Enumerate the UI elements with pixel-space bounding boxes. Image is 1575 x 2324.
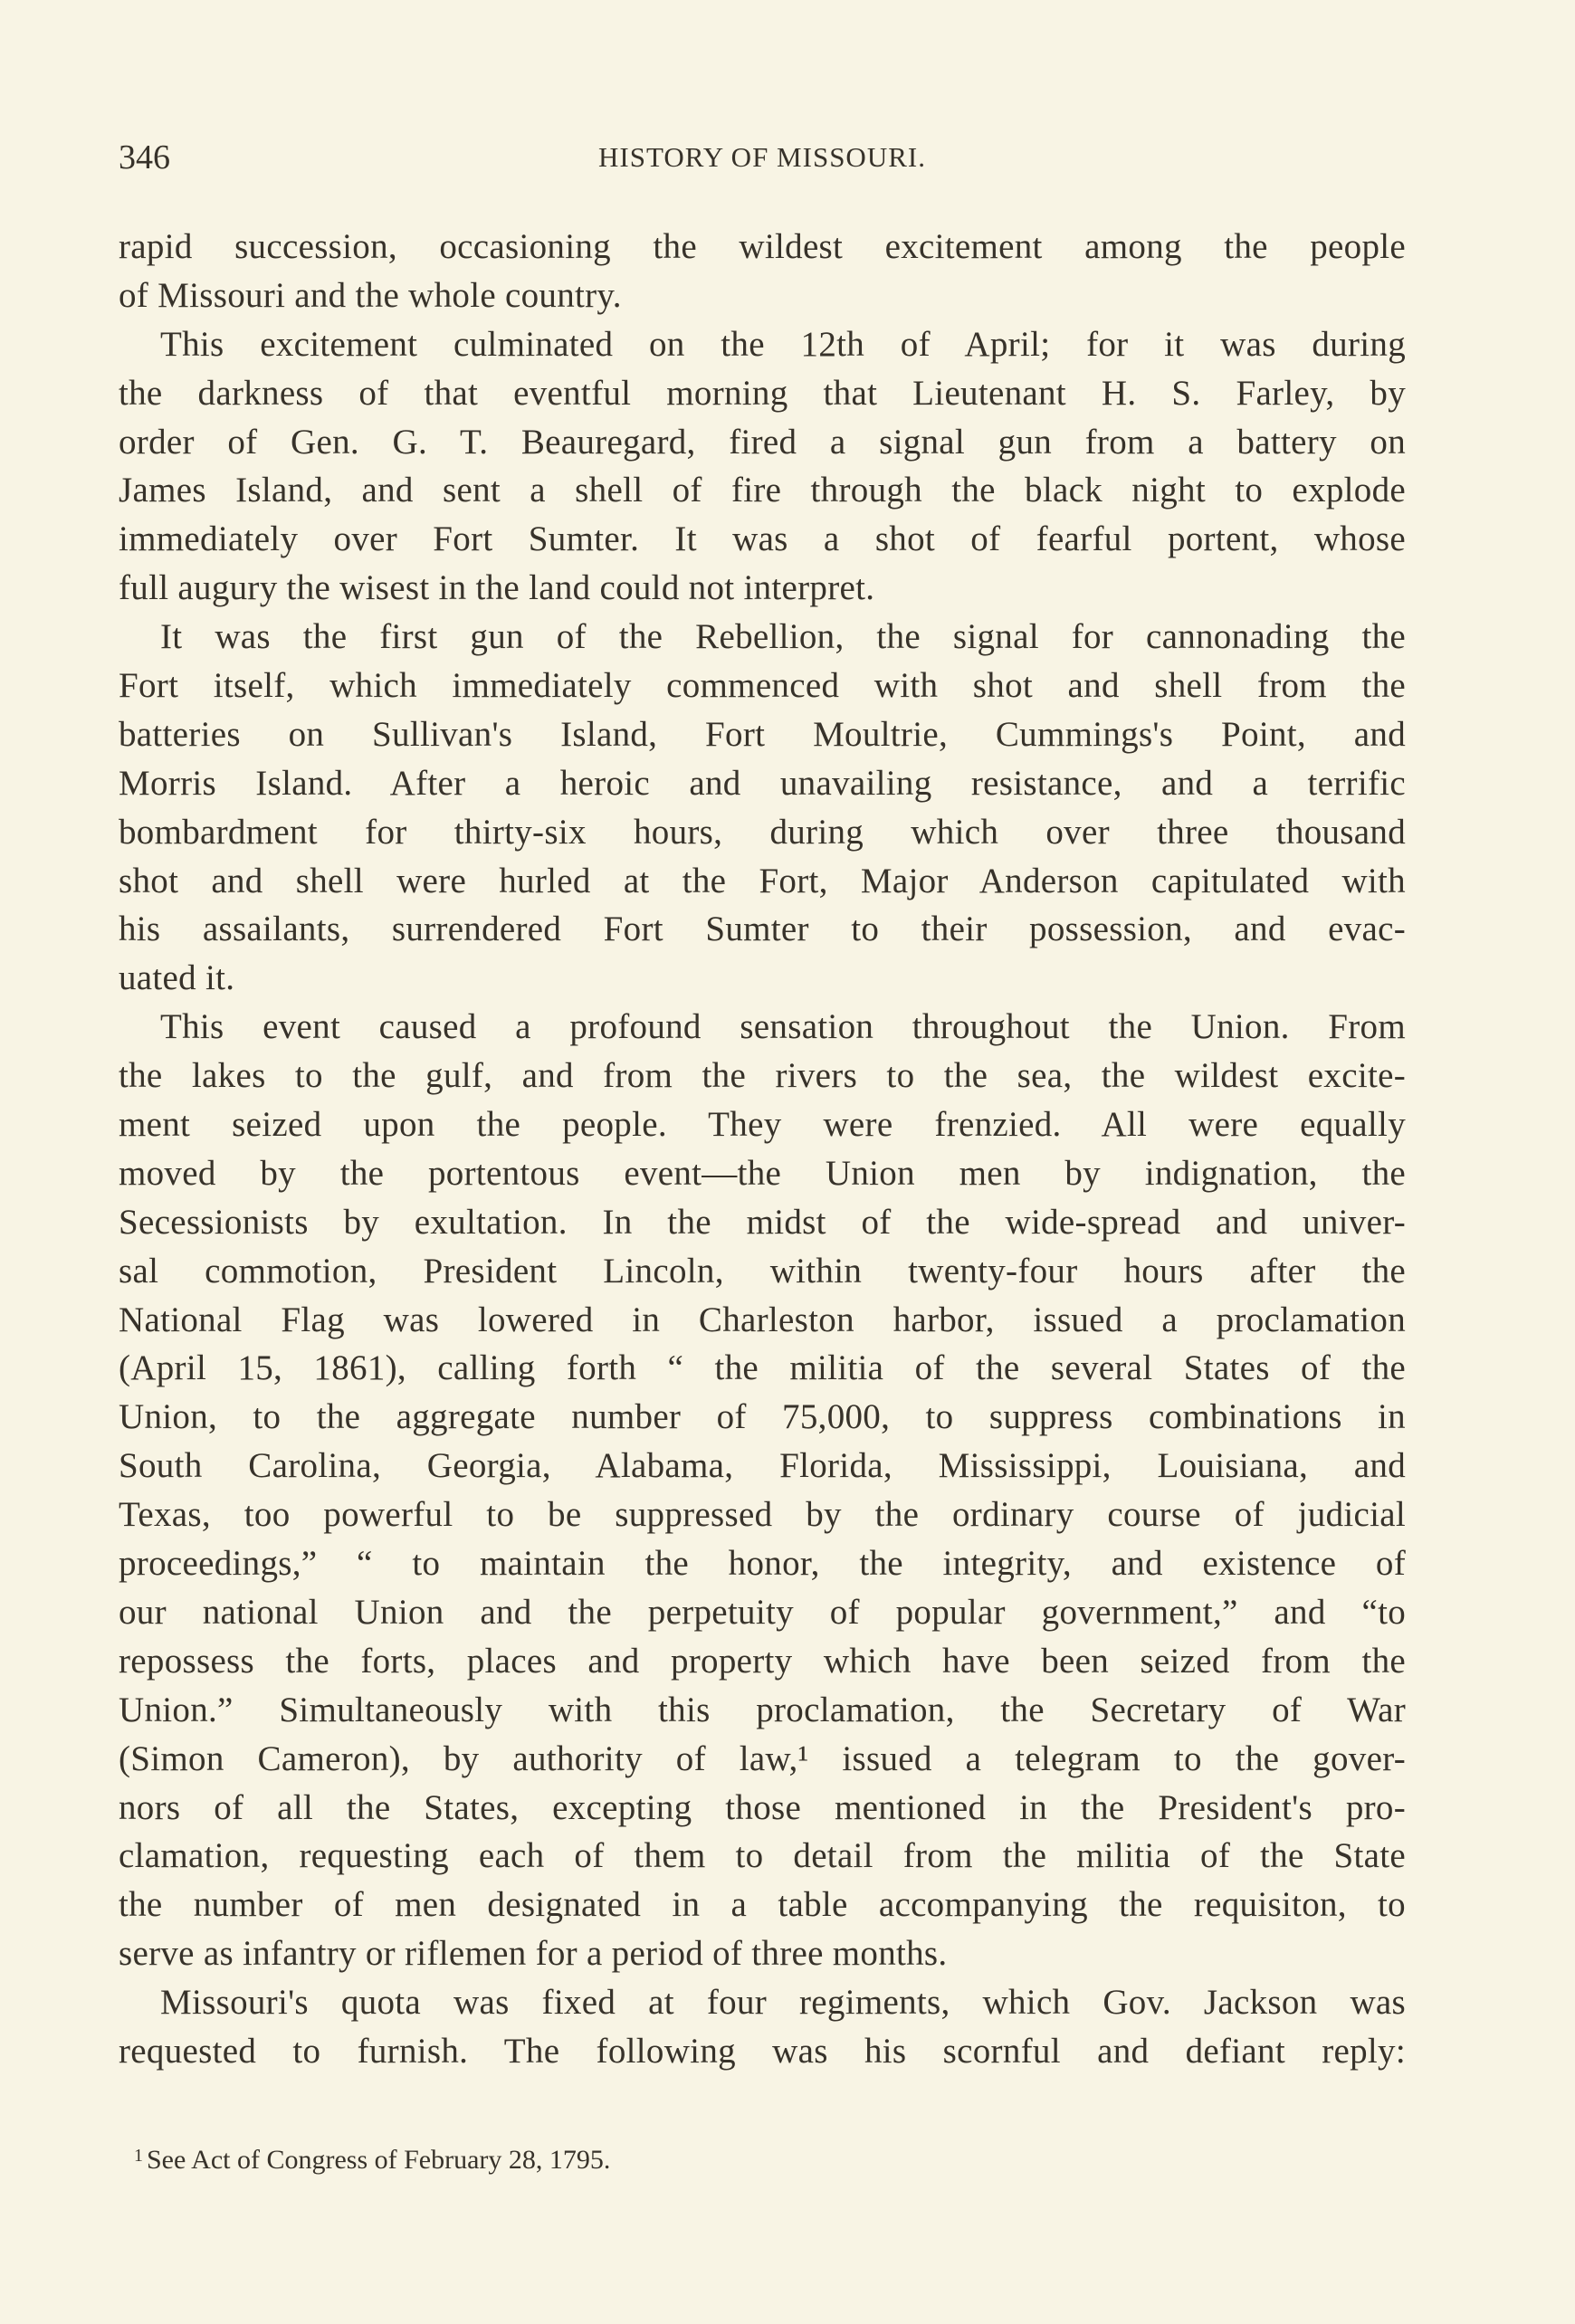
running-title: HISTORY OF MISSOURI.	[598, 141, 926, 173]
text-line: rapid succession, occasioning the wildest excitement among the people	[119, 227, 1406, 266]
text-line: proceedings,” “ to maintain the honor, the integrity, and existence of	[119, 1544, 1406, 1584]
text-line: uated it.	[119, 958, 235, 998]
page-number: 346	[119, 138, 170, 176]
text-line: Texas, too powerful to be suppressed by the ordinary course of judicial	[119, 1495, 1406, 1535]
text-line: (Simon Cameron), by authority of law,¹ issued a telegram to the gover-	[119, 1738, 1406, 1778]
text-line: moved by the portentous event—the Union men by indignation, the	[119, 1153, 1406, 1193]
text-line: This excitement culminated on the 12th of April; for it was during	[160, 324, 1406, 364]
paragraph	[119, 1003, 1406, 1978]
text-line: batteries on Sullivan's Island, Fort Moultrie, Cummings's Point, and	[119, 714, 1406, 754]
text-line: National Flag was lowered in Charleston harbor, issued a proclamation	[119, 1300, 1406, 1339]
text-line: serve as infantry or riflemen for a period of three months.	[119, 1934, 948, 1974]
paragraph	[119, 1978, 1406, 2076]
footnote	[134, 2145, 610, 2176]
text-line: immediately over Fort Sumter. It was a shot of fearful portent, whose	[119, 519, 1406, 559]
footnote-marker: 1	[134, 2146, 143, 2166]
body-text	[119, 223, 1406, 2076]
text-line: full augury the wisest in the land could not interpret.	[119, 568, 875, 608]
text-line: the lakes to the gulf, and from the rivers to the sea, the wildest excite-	[119, 1056, 1406, 1096]
paragraph	[119, 613, 1406, 1003]
text-line: sal commotion, President Lincoln, within twenty-four hours after the	[119, 1251, 1406, 1291]
text-line: James Island, and sent a shell of fire through the black night to explode	[119, 471, 1406, 510]
text-line: South Carolina, Georgia, Alabama, Florida, Mississippi, Louisiana, and	[119, 1446, 1406, 1486]
text-line: the darkness of that eventful morning that Lieutenant H. S. Farley, by	[119, 373, 1406, 413]
text-line: his assailants, surrendered Fort Sumter to their possession, and evac-	[119, 910, 1406, 949]
text-line: It was the first gun of the Rebellion, the signal for cannonading the	[160, 617, 1406, 657]
text-line: clamation, requesting each of them to detail from the militia of the State	[119, 1836, 1406, 1876]
text-line: shot and shell were hurled at the Fort, Major Anderson capitulated with	[119, 861, 1406, 900]
text-line: the number of men designated in a table accompanying the requisiton, to	[119, 1885, 1406, 1925]
paragraph	[119, 223, 1406, 320]
text-line: of Missouri and the whole country.	[119, 275, 622, 315]
text-line: (April 15, 1861), calling forth “ the militia of the several States of the	[119, 1348, 1406, 1388]
text-line: nors of all the States, excepting those mentioned in the President's pro-	[119, 1787, 1406, 1827]
text-line: bombardment for thirty-six hours, during which over three thousand	[119, 812, 1406, 852]
text-line: Secessionists by exultation. In the midst of the wide-spread and univer-	[119, 1202, 1406, 1242]
running-header	[119, 138, 1406, 188]
text-line: repossess the forts, places and property which have been seized from the	[119, 1641, 1406, 1681]
text-line: This event caused a profound sensation throughout the Union. From	[160, 1007, 1406, 1047]
text-line: our national Union and the perpetuity of popular government,” and “to	[119, 1592, 1406, 1632]
paragraph	[119, 320, 1406, 613]
text-line: order of Gen. G. T. Beauregard, fired a signal gun from a battery on	[119, 422, 1406, 462]
text-line: ment seized upon the people. They were frenzied. All were equally	[119, 1105, 1406, 1145]
text-line: Morris Island. After a heroic and unavailing resistance, and a terrific	[119, 763, 1406, 803]
text-line: Union.” Simultaneously with this proclamation, the Secretary of War	[119, 1690, 1406, 1729]
text-line: requested to furnish. The following was his scornful and defiant reply:	[119, 2031, 1406, 2071]
footnote-text: See Act of Congress of February 28, 1795.	[147, 2145, 611, 2175]
text-line: Missouri's quota was fixed at four regiments, which Gov. Jackson was	[160, 1983, 1406, 2023]
text-line: Fort itself, which immediately commenced with shot and shell from the	[119, 666, 1406, 706]
text-line: Union, to the aggregate number of 75,000, to suppress combinations in	[119, 1397, 1406, 1437]
